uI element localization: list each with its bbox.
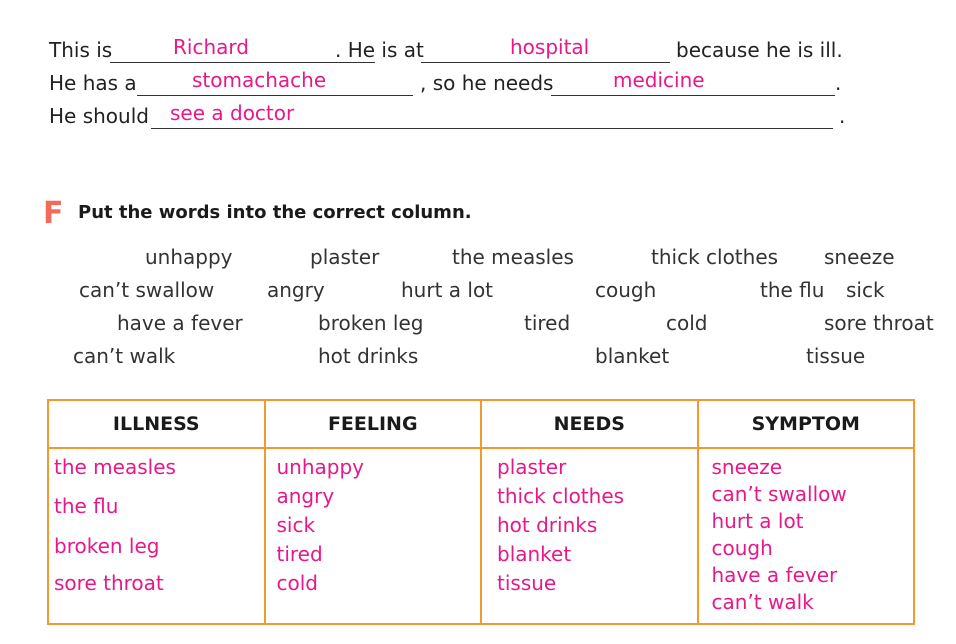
sentence-text: He has a: [49, 71, 137, 95]
illness-cell: [48, 448, 265, 624]
exercise-letter: F: [43, 196, 64, 231]
answer-text: stomachache: [192, 68, 327, 92]
word-bank-item: can’t walk: [73, 344, 176, 368]
word-bank-item: thick clothes: [651, 245, 779, 269]
column-header-symptom: SYMPTOM: [698, 400, 915, 448]
word-bank-item: have a fever: [117, 311, 243, 335]
category-table: [47, 399, 915, 625]
word-bank-item: broken leg: [318, 311, 424, 335]
needs-cell: [481, 448, 698, 624]
sentence-text: because he is ill.: [676, 38, 843, 62]
sentence-text: .: [839, 104, 846, 128]
word-bank-item: hurt a lot: [401, 278, 494, 302]
word-bank-item: sick: [846, 278, 885, 302]
sentence-text: .: [835, 71, 842, 95]
sentence-text: He should: [49, 104, 149, 128]
list-item: blanket: [497, 542, 572, 566]
table-header-row: [48, 400, 914, 448]
word-bank-item: tissue: [806, 344, 866, 368]
word-bank-item: tired: [524, 311, 571, 335]
list-item: can’t swallow: [711, 482, 847, 506]
list-item: sick: [276, 513, 316, 537]
column-header-feeling: FEELING: [265, 400, 482, 448]
column-header-needs: NEEDS: [481, 400, 698, 448]
list-item: plaster: [497, 455, 567, 479]
word-bank-item: angry: [267, 278, 325, 302]
sentence-text: This is: [49, 38, 113, 62]
answer-blank: [421, 62, 670, 63]
list-item: have a fever: [711, 563, 838, 587]
word-bank-item: unhappy: [145, 245, 233, 269]
word-bank-item: the flu: [760, 278, 825, 302]
exercise-instruction: Put the words into the correct column.: [78, 202, 472, 223]
word-bank-item: blanket: [595, 344, 670, 368]
list-item: cold: [276, 571, 318, 595]
word-bank-item: plaster: [310, 245, 380, 269]
list-item: angry: [276, 484, 335, 508]
answer-blank: [137, 95, 413, 96]
list-item: thick clothes: [497, 484, 625, 508]
answer-blank: [551, 95, 835, 96]
word-bank-item: can’t swallow: [79, 278, 215, 302]
list-item: can’t walk: [711, 590, 814, 614]
answer-text: Richard: [173, 35, 249, 59]
list-item: unhappy: [276, 455, 365, 479]
column-header-illness: ILLNESS: [48, 400, 265, 448]
sentence-text: . He is at: [335, 38, 424, 62]
word-bank-item: sneeze: [824, 245, 895, 269]
answer-text: medicine: [613, 68, 705, 92]
feeling-cell: [265, 448, 482, 624]
word-bank-item: hot drinks: [318, 344, 419, 368]
answer-blank: [110, 62, 375, 63]
list-item: hurt a lot: [711, 509, 804, 533]
table-row: [48, 448, 914, 624]
word-bank-item: cough: [595, 278, 657, 302]
list-item: sneeze: [711, 455, 783, 479]
answer-text: see a doctor: [170, 101, 295, 125]
answer-text: hospital: [510, 35, 590, 59]
list-item: tissue: [497, 571, 557, 595]
word-bank-item: cold: [666, 311, 708, 335]
list-item: hot drinks: [497, 513, 598, 537]
list-item: tired: [276, 542, 323, 566]
answer-blank: [151, 128, 833, 129]
word-bank-item: sore throat: [824, 311, 934, 335]
word-bank-item: the measles: [452, 245, 574, 269]
list-item: cough: [711, 536, 773, 560]
symptom-cell: [698, 448, 915, 624]
list-item: the measles: [54, 455, 176, 479]
list-item: the flu: [54, 494, 119, 518]
sentence-text: , so he needs: [420, 71, 554, 95]
list-item: broken leg: [54, 534, 160, 558]
list-item: sore throat: [54, 571, 164, 595]
